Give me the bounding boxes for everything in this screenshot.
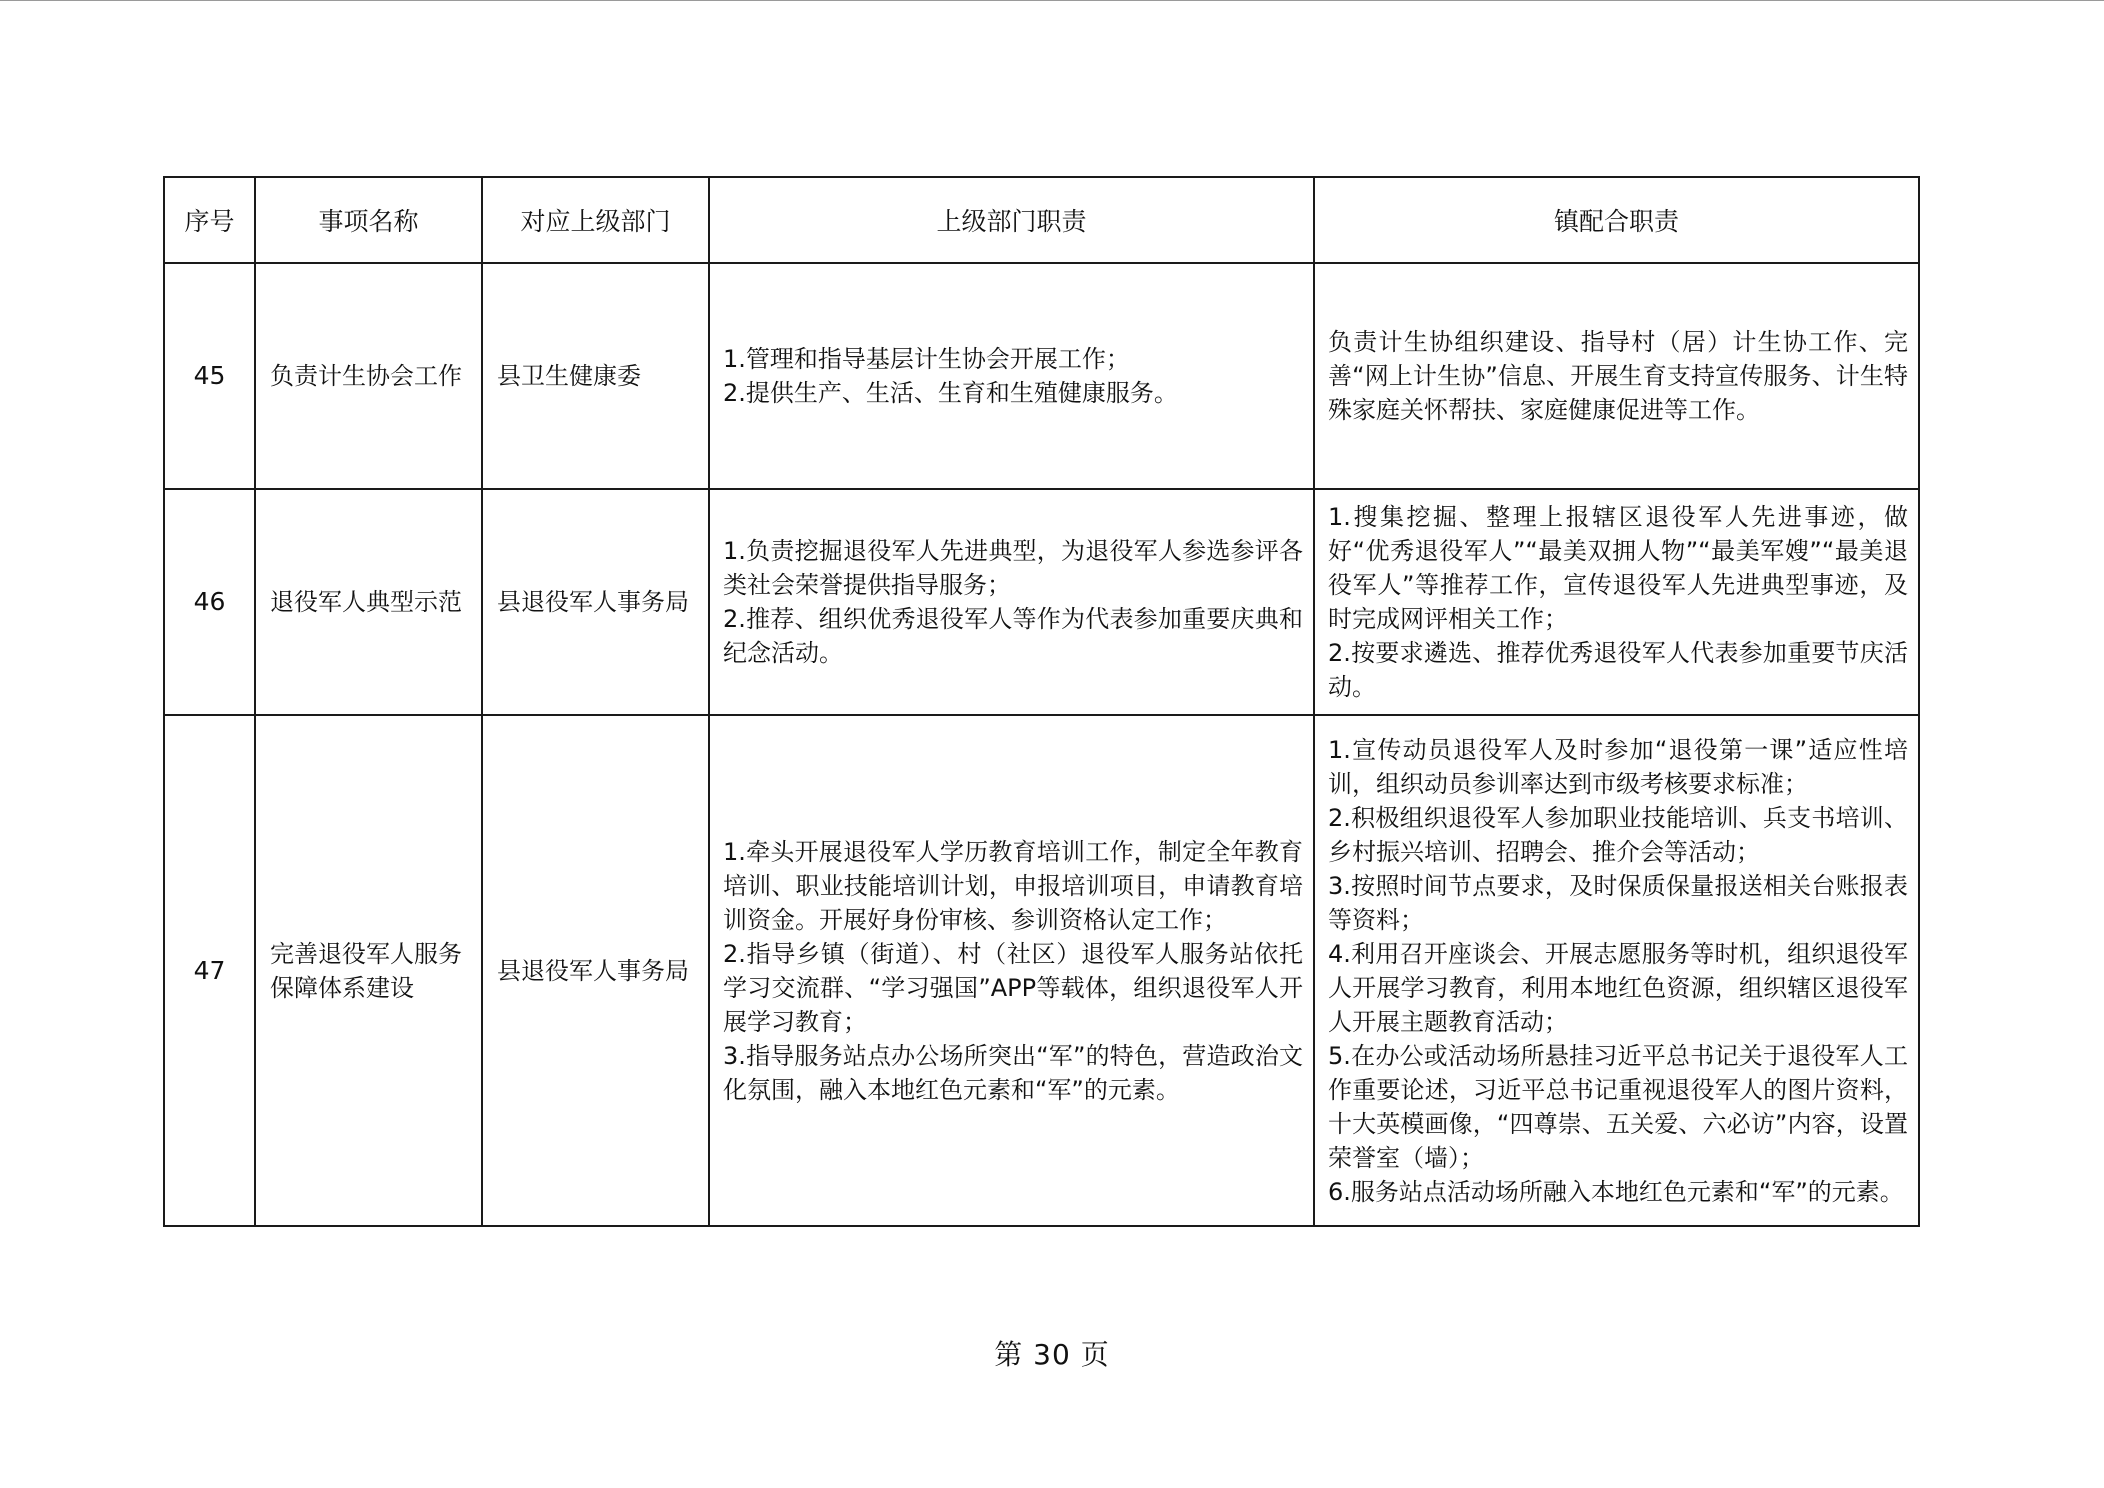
town-duty-line: 3.按照时间节点要求，及时保质保量报送相关台账报表等资料； xyxy=(1328,871,1908,934)
cell-no: 46 xyxy=(164,489,255,715)
header-superior-dept: 对应上级部门 xyxy=(482,177,709,263)
cell-superior-duty xyxy=(709,489,1314,715)
town-duty-line: 负责计生协组织建设、指导村（居）计生协工作、完善“网上计生协”信息、开展生育支持宣传服务、计生特殊家庭关怀帮扶、家庭健康促进等工作。 xyxy=(1328,328,1908,424)
duty-line: 1.牵头开展退役军人学历教育培训工作，制定全年教育培训、职业技能培训计划，申报培训项目，申请教育培训资金。开展好身份审核、参训资格认定工作； xyxy=(723,837,1303,934)
cell-superior-duty xyxy=(709,715,1314,1226)
cell-town-duty xyxy=(1314,489,1919,715)
cell-town-duty xyxy=(1314,263,1919,489)
top-border-rule xyxy=(0,0,2104,1)
cell-no: 45 xyxy=(164,263,255,489)
town-duty-line: 5.在办公或活动场所悬挂习近平总书记关于退役军人工作重要论述，习近平总书记重视退役军人的图片资料，十大英模画像，“四尊崇、五关爱、六必访”内容，设置荣誉室（墙）； xyxy=(1328,1041,1908,1172)
cell-no: 47 xyxy=(164,715,255,1226)
town-duty-line: 6.服务站点活动场所融入本地红色元素和“军”的元素。 xyxy=(1328,1177,1904,1206)
header-no: 序号 xyxy=(164,177,255,263)
town-duty-line: 2.按要求遴选、推荐优秀退役军人代表参加重要节庆活动。 xyxy=(1328,639,1908,701)
table-row xyxy=(164,263,1919,489)
duty-line: 2.提供生产、生活、生育和生殖健康服务。 xyxy=(723,379,1178,407)
table-header xyxy=(164,177,1919,263)
table-row xyxy=(164,489,1919,715)
duty-line: 3.指导服务站点办公场所突出“军”的特色，营造政治文化氛围，融入本地红色元素和“军”的元素。 xyxy=(723,1041,1303,1104)
town-duty-line: 1.搜集挖掘、整理上报辖区退役军人先进事迹，做好“优秀退役军人”“最美双拥人物”“最美军嫂”“最美退役军人”等推荐工作，宣传退役军人先进典型事迹，及时完成网评相关工作； xyxy=(1328,503,1908,633)
town-duty-line: 4.利用召开座谈会、开展志愿服务等时机，组织退役军人开展学习教育，利用本地红色资源，组织辖区退役军人开展主题教育活动； xyxy=(1328,939,1908,1036)
cell-superior-dept: 县卫生健康委 xyxy=(482,263,709,489)
cell-superior-duty xyxy=(709,263,1314,489)
cell-item-name: 退役军人典型示范 xyxy=(255,489,482,715)
duty-line: 2.指导乡镇（街道）、村（社区）退役军人服务站依托学习交流群、“学习强国”APP等载体，组织退役军人开展学习教育； xyxy=(723,939,1303,1036)
header-town-duty: 镇配合职责 xyxy=(1314,177,1919,263)
cell-item-name: 负责计生协会工作 xyxy=(255,263,482,489)
duty-line: 1.管理和指导基层计生协会开展工作； xyxy=(723,345,1130,373)
cell-superior-dept: 县退役军人事务局 xyxy=(482,489,709,715)
table-row xyxy=(164,715,1919,1226)
header-superior-duty: 上级部门职责 xyxy=(709,177,1314,263)
table-body xyxy=(164,263,1919,1226)
page-number: 第 30 页 xyxy=(994,1338,1110,1371)
town-duty-line: 2.积极组织退役军人参加职业技能培训、兵支书培训、乡村振兴培训、招聘会、推介会等活动； xyxy=(1328,803,1908,866)
cell-item-name: 完善退役军人服务保障体系建设 xyxy=(255,715,482,1226)
header-row xyxy=(164,177,1919,263)
duty-line: 2.推荐、组织优秀退役军人等作为代表参加重要庆典和纪念活动。 xyxy=(723,605,1303,667)
cell-superior-dept: 县退役军人事务局 xyxy=(482,715,709,1226)
duty-table xyxy=(163,176,1920,1227)
town-duty-line: 1.宣传动员退役军人及时参加“退役第一课”适应性培训，组织动员参训率达到市级考核要求标准； xyxy=(1328,735,1908,798)
cell-town-duty xyxy=(1314,715,1919,1226)
duty-line: 1.负责挖掘退役军人先进典型，为退役军人参选参评各类社会荣誉提供指导服务； xyxy=(723,537,1303,599)
header-item-name: 事项名称 xyxy=(255,177,482,263)
